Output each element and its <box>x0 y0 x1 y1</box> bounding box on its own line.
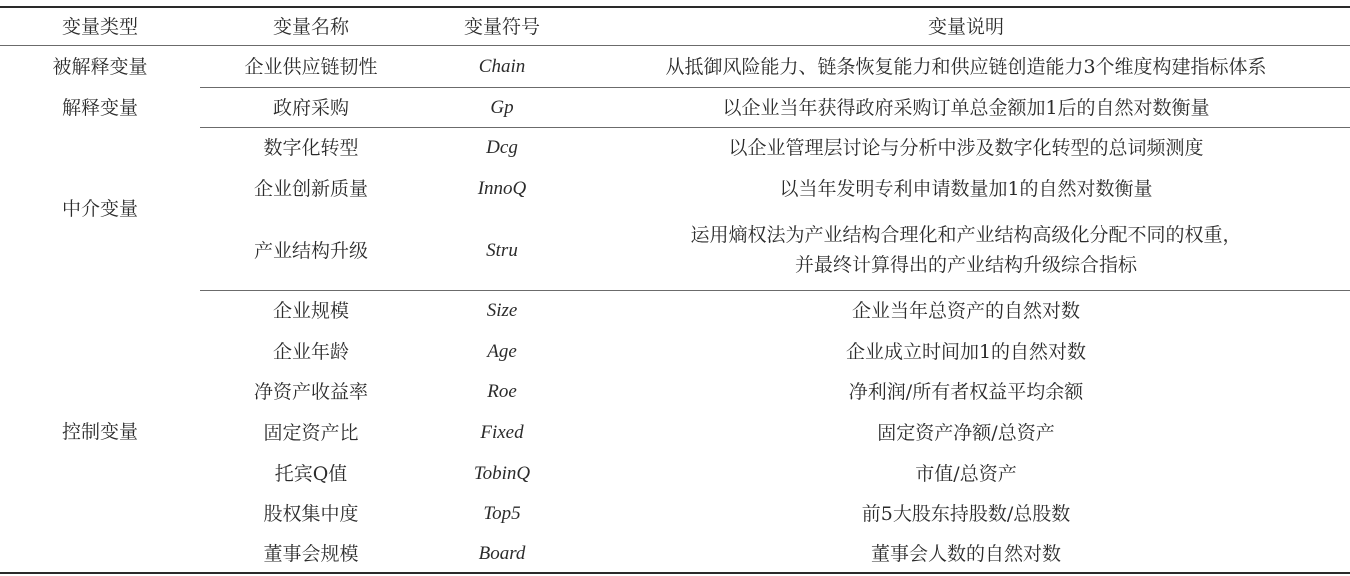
header-type: 变量类型 <box>61 15 138 38</box>
row-description: 以企业管理层讨论与分析中涉及数字化转型的总词频测度 <box>728 137 1204 159</box>
row-name: 数字化转型 <box>263 137 359 159</box>
header-symbol: 变量符号 <box>463 15 540 38</box>
row-name: 产业结构升级 <box>253 240 368 262</box>
row-description: 净利润/所有者权益平均余额 <box>848 381 1084 403</box>
row-name: 企业规模 <box>272 300 349 322</box>
group-dependent-variable: 被解释变量 <box>52 56 148 78</box>
row-symbol: Chain <box>478 56 526 77</box>
row-name: 股权集中度 <box>263 503 359 525</box>
row-symbol: Age <box>487 341 517 362</box>
row-symbol: Board <box>478 543 526 564</box>
row-symbol: Fixed <box>480 422 524 443</box>
header-description: 变量说明 <box>927 15 1004 38</box>
group-control-variable: 控制变量 <box>61 420 138 443</box>
row-symbol: Dcg <box>486 137 518 158</box>
header-name: 变量名称 <box>272 15 349 38</box>
header-rule <box>0 45 1350 46</box>
group-explanatory-variable: 解释变量 <box>61 96 138 119</box>
row-description: 企业当年总资产的自然对数 <box>851 300 1080 322</box>
row-symbol: Roe <box>487 381 517 402</box>
row-description: 市值/总资产 <box>915 463 1017 485</box>
row-name: 政府采购 <box>272 96 349 119</box>
row-description: 从抵御风险能力、链条恢复能力和供应链创造能力3个维度构建指标体系 <box>665 56 1267 78</box>
row-description: 运用熵权法为产业结构合理化和产业结构高级化分配不同的权重， <box>690 224 1242 246</box>
row-description: 董事会人数的自然对数 <box>870 543 1061 565</box>
row-symbol: Stru <box>486 240 518 261</box>
row-description: 企业成立时间加1的自然对数 <box>845 341 1087 363</box>
row-name: 企业供应链韧性 <box>244 56 378 78</box>
row-name: 固定资产比 <box>263 422 359 444</box>
row-symbol: Top5 <box>483 503 521 524</box>
row-description: 以当年发明专利申请数量加1的自然对数衡量 <box>779 178 1153 200</box>
row-symbol: Size <box>486 300 518 321</box>
row-name: 企业年龄 <box>272 341 349 363</box>
row-name: 企业创新质量 <box>253 178 368 200</box>
row-symbol: InnoQ <box>477 178 527 199</box>
row-symbol: Gp <box>490 96 514 118</box>
group-mediating-variable: 中介变量 <box>61 198 138 220</box>
row-description: 固定资产净额/总资产 <box>877 422 1055 444</box>
row-symbol: TobinQ <box>473 463 531 484</box>
row-description: 以企业当年获得政府采购订单总金额加1后的自然对数衡量 <box>722 96 1210 119</box>
row-name: 董事会规模 <box>263 543 359 565</box>
row-name: 净资产收益率 <box>253 381 368 403</box>
row-name: 托宾Q值 <box>274 463 348 485</box>
row-description: 前5大股东持股数/总股数 <box>861 503 1071 525</box>
row-description-line2: 并最终计算得出的产业结构升级综合指标 <box>794 254 1137 276</box>
